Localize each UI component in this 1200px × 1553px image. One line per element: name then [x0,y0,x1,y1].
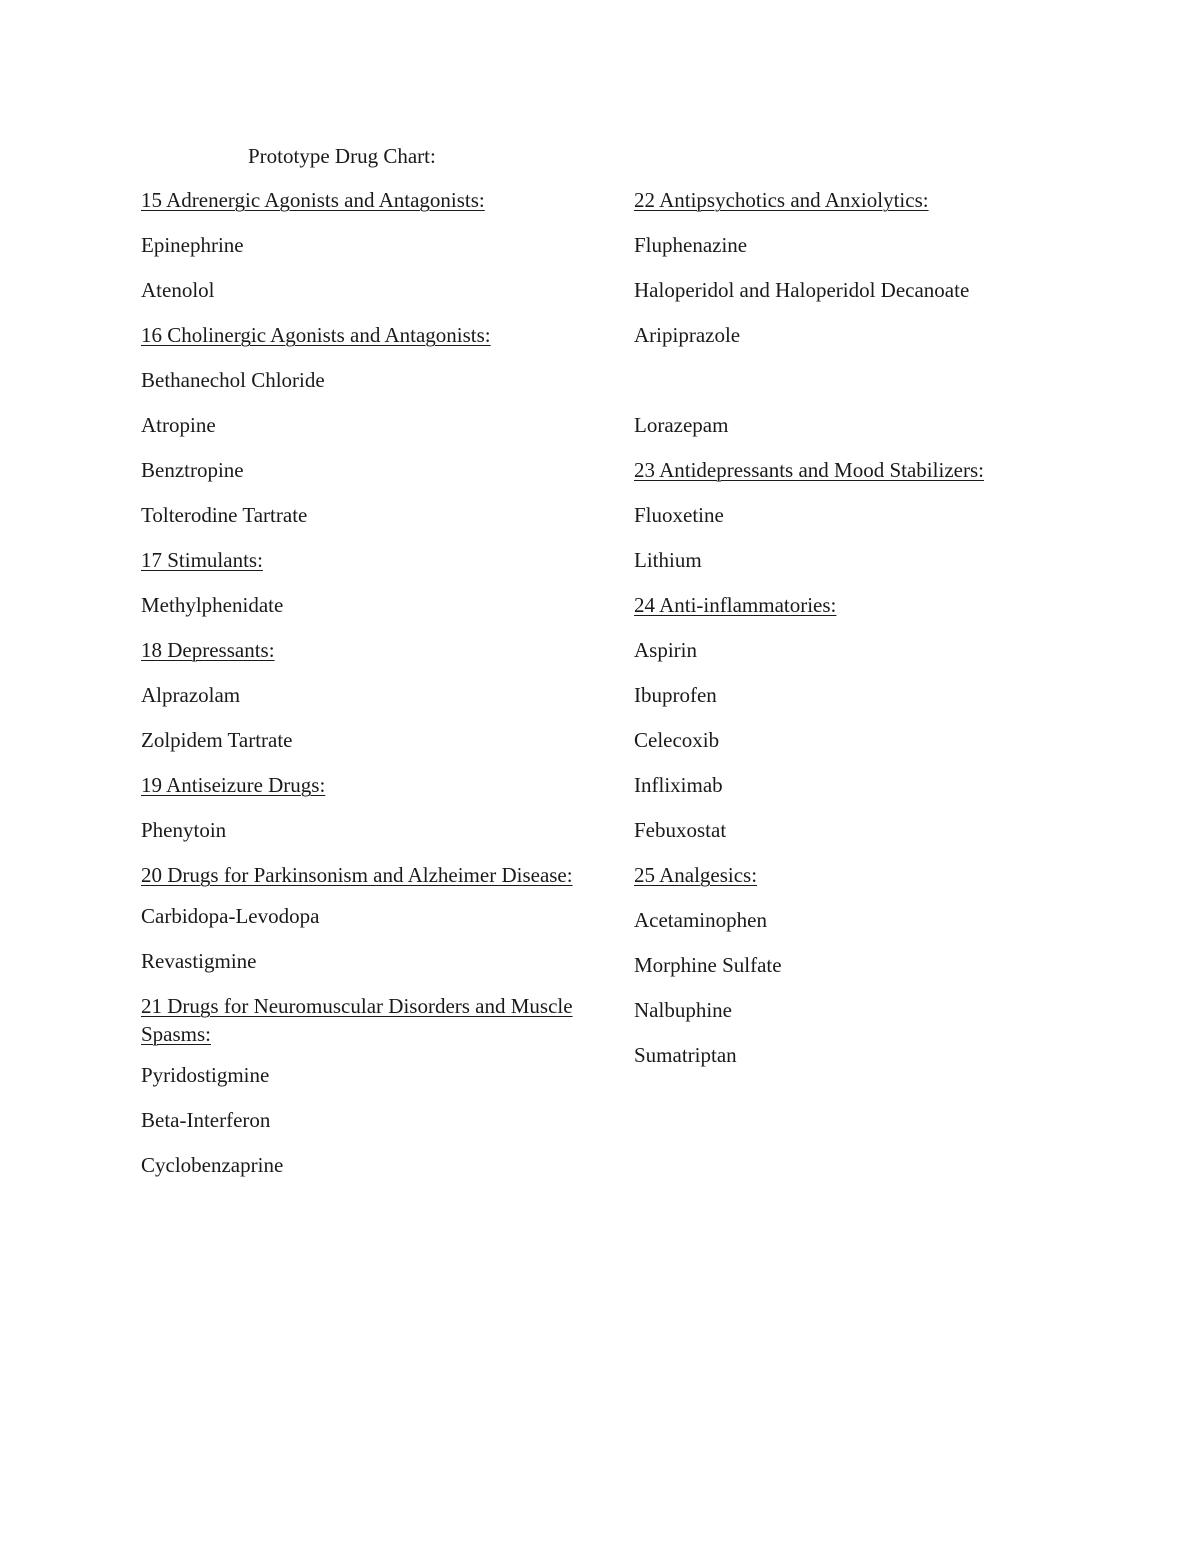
section-heading: 20 Drugs for Parkinsonism and Alzheimer Disease: [141,863,573,887]
section-heading: 25 Analgesics: [634,863,758,887]
drug-item: Epinephrine [141,233,244,257]
section-heading: 23 Antidepressants and Mood Stabilizers: [634,458,984,482]
drug-item: Infliximab [634,773,723,797]
drug-item: Aripiprazole [634,323,741,347]
drug-item: Bethanechol Chloride [141,368,325,392]
drug-item: Methylphenidate [141,593,284,617]
drug-item: Sumatriptan [634,1043,737,1067]
drug-item: Alprazolam [141,683,241,707]
drug-item: Atropine [141,413,216,437]
drug-item: Lithium [634,548,702,572]
section-heading: 21 Drugs for Neuromuscular Disorders and Muscle Spasms: [141,994,573,1046]
drug-item: Febuxostat [634,818,727,842]
drug-item: Atenolol [141,278,215,302]
drug-item: Ibuprofen [634,683,717,707]
drug-item: Fluoxetine [634,503,724,527]
drug-item: Fluphenazine [634,233,748,257]
drug-item: Lorazepam [634,413,729,437]
drug-item: Acetaminophen [634,908,767,932]
drug-item: Beta-Interferon [141,1108,271,1132]
section-heading: 22 Antipsychotics and Anxiolytics: [634,188,929,212]
drug-item: Aspirin [634,638,697,662]
drug-item: Nalbuphine [634,998,732,1022]
left-column [141,186,581,1196]
right-column [634,186,1104,1086]
drug-item: Zolpidem Tartrate [141,728,293,752]
drug-item: Haloperidol and Haloperidol Decanoate [634,278,970,302]
drug-item: Benztropine [141,458,244,482]
drug-item: Celecoxib [634,728,720,752]
section-heading: 16 Cholinergic Agonists and Antagonists: [141,323,491,347]
drug-item: Cyclobenzaprine [141,1153,284,1177]
page-title: Prototype Drug Chart: [248,144,436,168]
section-heading: 17 Stimulants: [141,548,263,572]
drug-item: Revastigmine [141,949,257,973]
section-heading: 18 Depressants: [141,638,275,662]
section-heading: 19 Antiseizure Drugs: [141,773,326,797]
drug-item: Phenytoin [141,818,227,842]
section-heading: 15 Adrenergic Agonists and Antagonists: [141,188,485,212]
drug-item: Morphine Sulfate [634,953,782,977]
drug-item: Pyridostigmine [141,1063,270,1087]
blank-line [634,366,1104,394]
drug-item: Tolterodine Tartrate [141,503,308,527]
drug-item: Carbidopa-Levodopa [141,904,320,928]
section-heading: 24 Anti-inflammatories: [634,593,837,617]
